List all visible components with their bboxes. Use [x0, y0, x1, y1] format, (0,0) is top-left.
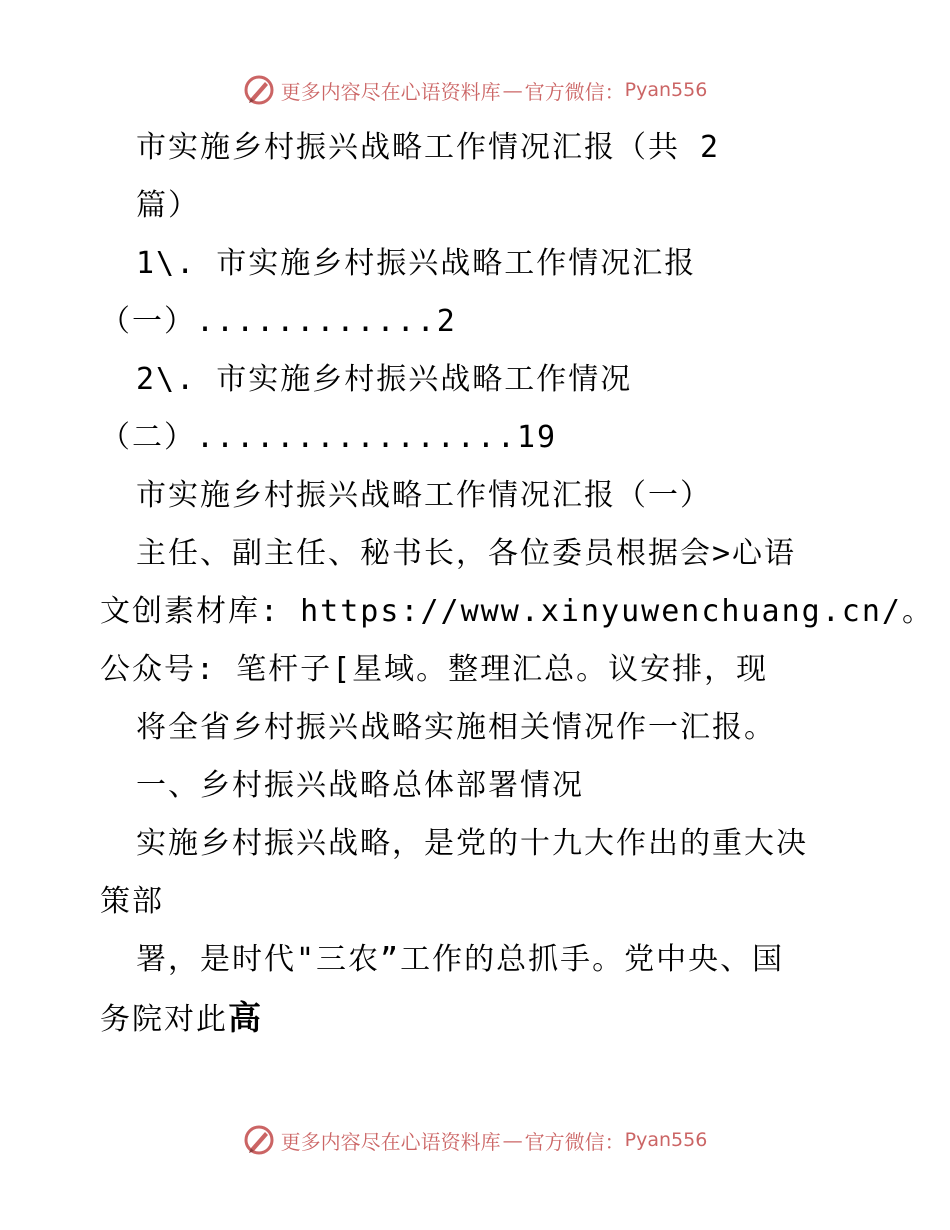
banner-slogan: 更多内容尽在心语资料库 — [280, 79, 501, 104]
paragraph-line: 主任、副主任、秘书长，各位委员根据会>心语 — [136, 536, 797, 571]
paragraph-line: 文创素材库: https://www.xinyuwenchuang.cn/。 — [100, 594, 934, 629]
banner-slogan: 更多内容尽在心语资料库 — [280, 1129, 501, 1154]
pen-logo-icon — [243, 1124, 275, 1156]
toc-item-2-page: （二）................19 — [100, 420, 558, 455]
subsection-heading: 一、乡村振兴战略总体部署情况 — [136, 768, 584, 803]
header-banner — [0, 70, 950, 110]
paragraph-line-last — [100, 998, 261, 1040]
banner-wechat-label: 官方微信： — [524, 1129, 625, 1154]
paragraph-last-char: 高 — [228, 998, 261, 1037]
banner-separator: — — [502, 78, 523, 102]
banner-wechat-label: 官方微信： — [524, 79, 625, 104]
banner-separator: — — [502, 1128, 523, 1152]
doc-title-line-2: 篇） — [136, 188, 200, 223]
banner-wechat-id: Pyan556 — [624, 79, 708, 101]
toc-item-2: 2\. 市实施乡村振兴战略工作情况 — [136, 362, 633, 397]
toc-item-1: 1\. 市实施乡村振兴战略工作情况汇报 — [136, 246, 697, 281]
paragraph-line: 实施乡村振兴战略，是党的十九大作出的重大决 — [136, 826, 808, 861]
paragraph-line: 署，是时代"三农”工作的总抓手。党中央、国 — [136, 942, 785, 977]
pen-logo-icon — [243, 74, 275, 106]
toc-item-1-page: （一）............2 — [100, 304, 457, 339]
paragraph-line: 策部 — [100, 884, 164, 919]
banner-wechat-id: Pyan556 — [624, 1129, 708, 1151]
doc-title-line-1: 市实施乡村振兴战略工作情况汇报（共 2 — [136, 130, 721, 165]
paragraph-text: 务院对此 — [100, 1002, 228, 1037]
paragraph-line: 公众号: 笔杆子[星域。整理汇总。议安排，现 — [100, 652, 769, 687]
paragraph-line: 将全省乡村振兴战略实施相关情况作一汇报。 — [136, 710, 776, 745]
section-heading: 市实施乡村振兴战略工作情况汇报（一） — [136, 478, 712, 513]
footer-banner — [0, 1120, 950, 1160]
